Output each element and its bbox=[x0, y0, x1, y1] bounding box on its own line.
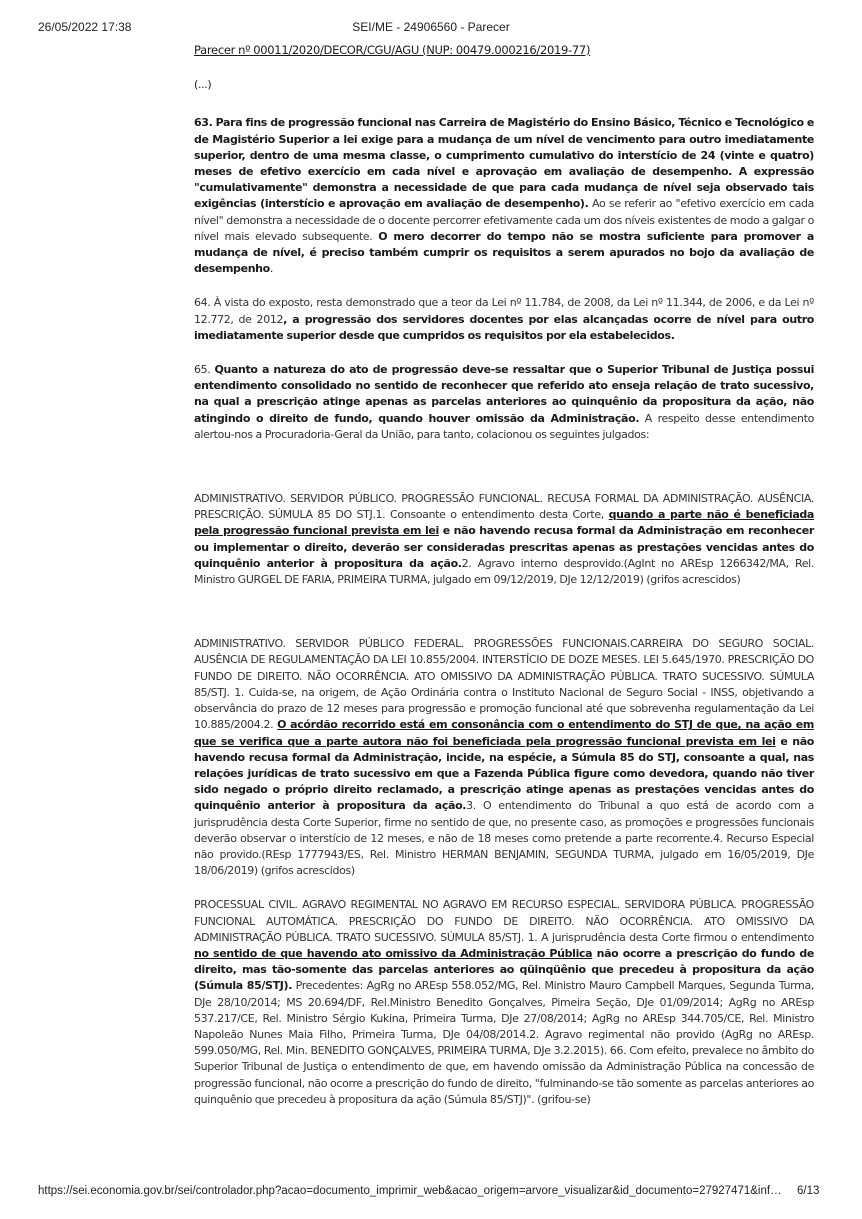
quote-1 bbox=[194, 491, 814, 588]
quote3-text-1: PROCESSUAL CIVIL. AGRAVO REGIMENTAL NO AGRAVO EM RECURSO ESPECIAL. SERVIDORA PÚBLICA. PROGRESSÃO FUNCIONAL AUTOMÁTICA. PRESCRIÇÃO DO FUNDO DE DIREITO. NÃO OCORRÊNCIA. ATO OMISSIVO DA ADMINISTRAÇÃO PÚBLICA. TRATO SUCESSIVO. SÚMULA 85/STJ. 1. A jurisprudência desta Corte firmou o entendimento bbox=[194, 898, 814, 944]
p64-bold-1: , a progressão dos servidores docentes por elas alcançadas ocorre de nível para outro imediatamente superior desde que cumpridos os requisitos por ela estabelecidos. bbox=[194, 312, 814, 342]
quote-2 bbox=[194, 636, 814, 879]
p63-text-1: Ao se referir ao "efetivo exercício em cada nível" demonstra a necessidade de o docente percorrer efetivamente cada um dos níveis existentes de modo a galgar o nível mais elevado subsequente. bbox=[194, 197, 814, 243]
quote1-text-1: ADMINISTRATIVO. SERVIDOR PÚBLICO. PROGRESSÃO FUNCIONAL. RECUSA FORMAL DA ADMINISTRAÇÃO. AUSÊNCIA. PRESCRIÇÃO. SÚMULA 85 DO STJ.1. Consoante o entendimento desta Corte, bbox=[194, 492, 814, 522]
p64-text-1: 64. À vista do exposto, resta demonstrado que a teor da Lei nº 11.784, de 2008, da Lei nº 11.344, de 2006, e da Lei nº 12.772, de 2012 bbox=[194, 296, 814, 326]
quote1-bold: e não havendo recusa formal da Administração em reconhecer ou implementar o direito, deverão ser consideradas prescritas apenas as prestações vencidas antes do quinquênio anterior à propositura da ação. bbox=[194, 524, 814, 570]
quote1-text-2: 2. Agravo interno desprovido.(AgInt no AREsp 1266342/MA, Rel. Ministro GURGEL DE FARIA, PRIMEIRA TURMA, julgado em 09/12/2019, DJe 12/12/2019) (grifos acrescidos) bbox=[194, 556, 815, 587]
page-number: 6/13 bbox=[797, 1185, 820, 1197]
p63-bold-1: 63. Para fins de progressão funcional nas Carreira de Magistério do Ensino Básico, Técnico e Tecnológico e de Magistério Superior a lei exige para a mudança de um nível de vencimento para outro imediatamente superior, dentro de uma mesma classe, o cumprimento cumulativo do interstício de 24 (vinte e quatro) meses de efetivo exercício em cada nível e aprovação em avaliação de desempenho. A expressão "cumulativamente" demonstra a necessidade de que para cada mudança de nível seja observado tais exigências (interstício e aprovação em avaliação de desempenho). bbox=[194, 116, 814, 211]
quote2-text-1: ADMINISTRATIVO. SERVIDOR PÚBLICO FEDERAL. PROGRESSÕES FUNCIONAIS.CARREIRA DO SEGURO SOCIAL. AUSÊNCIA DE REGULAMENTAÇÃO DA LEI 10.855/2004. INTERSTÍCIO DE DOZE MESES. LEI 5.645/1970. PRESCRIÇÃO DO FUNDO DE DIREITO. NÃO OCORRÊNCIA. ATO OMISSIVO DA ADMINISTRAÇÃO PÚBLICA. TRATO SUCESSIVO. SÚMULA 85/STJ. 1. Cuida-se, na origem, de Ação Ordinária contra o Instituto Nacional de Seguro Social - INSS, objetivando a observância do prazo de 12 meses para progressão e promoção funcional até que sobrevenha regulamentação da Lei 10.885/2004.2. bbox=[194, 637, 814, 732]
print-page-title: SEI/ME - 24906560 - Parecer bbox=[352, 20, 510, 34]
quote3-bold: não ocorre a prescrição do fundo de direito, mas tão-somente das parcelas anteriores ao qüinqüênio que precedeu à propositura da ação (Súmula 85/STJ). bbox=[194, 946, 814, 993]
ellipsis: (...) bbox=[194, 78, 212, 92]
quote3-text-2: Precedentes: AgRg no AREsp 558.052/MG, Rel. Ministro Mauro Campbell Marques, Segunda Turma, DJe 28/10/2014; MS 20.694/DF, Rel.Ministro Benedito Gonçalves, Pimeira Seção, DJe 01/09/2014; AgRg no AREsp 537.217/CE, Rel. Ministro Sérgio Kukina, Primeira Turma, DJe 27/08/2014; AgRg no AREsp 344.705/CE, Rel. Ministro Napoleão Nunes Maia Filho, Primeira Turma, DJe 04/08/2014.2. Agravo regimental não provido (AgRg no AREsp. 599.050/MG, Rel. Min. BENEDITO GONÇALVES, PRIMEIRA TURMA, DJe 3.2.2015). 66. Com efeito, prevalece no âmbito do Superior Tribunal de Justiça o entendimento de que, em havendo omissão da Administração Pública na concessão de progressão funcional, não ocorre a prescrição do fundo de direito, "fulminando-se tão somente as parcelas anteriores ao quinquênio que precedeu à propositura da ação (Súmula 85/STJ)". (grifou-se) bbox=[194, 979, 814, 1106]
paragraph-64 bbox=[194, 295, 814, 344]
p65-text-1: 65. bbox=[194, 363, 215, 377]
quote-3 bbox=[194, 897, 814, 1108]
paragraph-65 bbox=[194, 362, 814, 443]
quote2-bold: e não havendo recusa formal da Administração, incide, na espécie, a Súmula 85 do STJ, consoante a qual, nas relações jurídicas de trato sucessivo em que a Fazenda Pública figure como devedora, quando não tiver sido negado o próprio direito reclamado, a prescrição atinge apenas as prestações vencidas antes do quinquênio anterior à propositura da ação. bbox=[194, 734, 814, 813]
quote3-underlined: no sentido de que havendo ato omissivo da Administração Pública bbox=[194, 946, 593, 960]
document-title: Parecer nº 00011/2020/DECOR/CGU/AGU (NUP: 00479.000216/2019-77) bbox=[194, 43, 591, 57]
quote1-underlined: quando a parte não é beneficiada pela progressão funcional prevista em lei bbox=[194, 508, 814, 538]
print-datetime: 26/05/2022 17:38 bbox=[38, 20, 132, 34]
quote2-text-2: 3. O entendimento do Tribunal a quo está de acordo com a jurisprudência desta Corte Superior, firme no sentido de que, no presente caso, as promoções e progressões funcionais deverão observar o interstício de 12 meses, e não de 18 meses como pretende a parte recorrente.4. Recurso Especial não provido.(REsp 1777943/ES, Rel. Ministro HERMAN BENJAMIN, SEGUNDA TURMA, julgado em 16/05/2019, DJe 18/06/2019) (grifos acrescidos) bbox=[194, 799, 815, 878]
quote2-underlined: O acórdão recorrido está em consonância com o entendimento do STJ de que, na ação em que se verifica que a parte autora não foi beneficiada pela progressão funcional prevista em lei bbox=[194, 718, 814, 748]
p63-text-2: . bbox=[269, 262, 274, 276]
p65-bold-1: Quanto a natureza do ato de progressão deve-se ressaltar que o Superior Tribunal de Justiça possui entendimento consolidado no sentido de reconhecer que referido ato enseja relação de trato sucessivo, na qual a prescrição atinge apenas as parcelas anteriores ao quinquênio da propositura da ação, não atingindo o direito de fundo, quando houver omissão da Administração. bbox=[194, 363, 815, 425]
print-url: https://sei.economia.gov.br/sei/controlador.php?acao=documento_imprimir_web&acao_origem=arvore_visualizar&id_documento=27927471&inf… bbox=[38, 1185, 782, 1197]
p65-text-2: A respeito desse entendimento alertou-nos a Procuradoria-Geral da União, para tanto, colacionou os seguintes julgados: bbox=[194, 411, 814, 441]
p63-bold-2: O mero decorrer do tempo não se mostra suficiente para promover a mudança de nível, é preciso também cumprir os requisitos a serem apurados no bojo da avaliação de desempenho bbox=[194, 229, 814, 276]
paragraph-63 bbox=[194, 115, 814, 277]
document-body bbox=[194, 42, 814, 1126]
